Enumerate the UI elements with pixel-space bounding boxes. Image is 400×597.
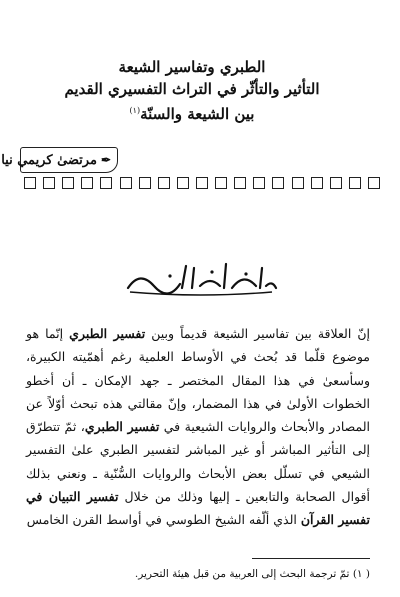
decorative-square [120, 177, 132, 189]
bold-term: تفسير الطبري [84, 419, 160, 435]
body-text-segment: ، ثمّ تتطرّق إلى التأثير المباشر أو غير المباشر لتفسير الطبري علىٰ التفسير الشيعي في تسلّل بعض الأبحاث والروايات السُّنّية ـ ونعني بذلك أقوال الصحابة والتابعين ـ إليها وذلك من خلال [26, 419, 370, 505]
decorative-square [177, 177, 189, 189]
bold-term: تفسير التبيان في تفسير القرآن [26, 489, 370, 528]
decorative-square [234, 177, 246, 189]
footnote-mark: (١) [129, 106, 141, 115]
decorative-square [330, 177, 342, 189]
author-name: مرتضیٰ كريمي نيا [1, 152, 97, 168]
quill-pen-icon: ✒ [100, 153, 111, 167]
decorative-square [368, 177, 380, 189]
decorative-square [311, 177, 323, 189]
decorative-square [272, 177, 284, 189]
title-line-3 [42, 100, 342, 125]
article-title-block [42, 56, 342, 125]
title-line-2: التأثير والتأثّر في التراث التفسيري القديم [64, 80, 320, 98]
title-line-1: الطبري وتفاسير الشيعة [118, 58, 266, 76]
author-box [1, 147, 118, 173]
decorative-square [24, 177, 36, 189]
bold-term: تفسير الطبري [69, 326, 146, 341]
decorative-square [139, 177, 151, 189]
decorative-square [292, 177, 304, 189]
decorative-square [349, 177, 361, 189]
decorative-square [253, 177, 265, 189]
body-text-segment: الذي ألّفه الشيخ الطوسي في أواسط القرن الخامس [26, 512, 301, 528]
decorative-square [81, 177, 93, 189]
decorative-square-row [24, 177, 380, 189]
bismillah-calligraphy [120, 258, 280, 298]
body-text-segment: إنّ العلاقة بين تفاسير الشيعة قديماً وبين [145, 326, 370, 341]
body-paragraph [26, 322, 370, 532]
decorative-square [215, 177, 227, 189]
decorative-square [43, 177, 55, 189]
article-body [26, 322, 370, 532]
footnote-text: ( ١) تمّ ترجمة البحث إلى العربية من قبل هيئة التحرير. [134, 568, 370, 580]
title-line-3-text: بين الشيعة والسنّة [140, 105, 255, 123]
footnote-divider [252, 558, 370, 559]
decorative-square [100, 177, 112, 189]
body-text-segment: إنّما هو موضوع قلّما قد بُحث في الأوساط العلمية رغم أهمّيته الكبيرة، وسأسعىٰ في هذا المقال المختصر ـ جهد الإمكان ـ أن أخطو الخطوات الأولىٰ في هذا المضمار، وإنّ مقالتي هذه تبحث أوّلاً عن المصادر والأبحاث والروايات الشيعية في [26, 326, 370, 435]
decorative-square [196, 177, 208, 189]
decorative-square [62, 177, 74, 189]
decorative-square [158, 177, 170, 189]
